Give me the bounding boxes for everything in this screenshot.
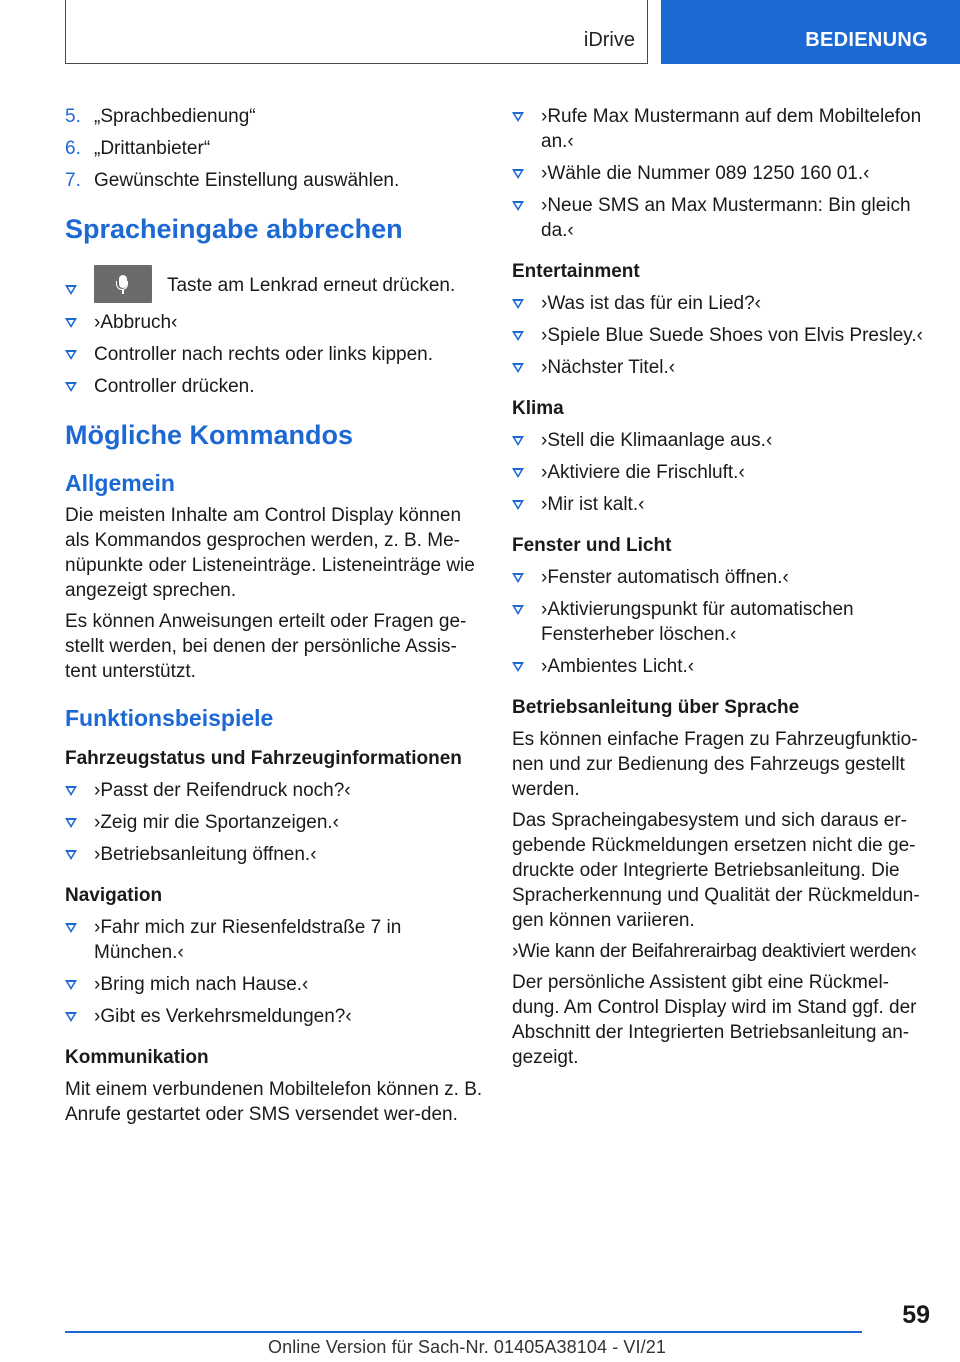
list-item xyxy=(512,597,932,647)
list-item xyxy=(65,972,485,997)
list-item-text: ›Was ist das für ein Lied?‹ xyxy=(541,293,761,314)
list-item xyxy=(65,310,485,335)
heading-general: Allgemein xyxy=(65,470,175,496)
triangle-bullet-icon xyxy=(65,1012,77,1022)
triangle-bullet-icon xyxy=(512,605,524,615)
triangle-bullet-icon xyxy=(512,201,524,211)
triangle-bullet-icon xyxy=(512,331,524,341)
header-chapter-title: BEDIENUNG xyxy=(805,29,928,51)
triangle-bullet-icon xyxy=(512,573,524,583)
step-text: „Drittanbieter“ xyxy=(94,138,211,159)
heading-cancel-voice-input: Spracheingabe abbrechen xyxy=(65,214,403,244)
list-item xyxy=(65,810,485,835)
list-item-text: ›Wähle die Nummer 089 1250 160 01.‹ xyxy=(541,163,870,184)
step-number: 7. xyxy=(65,170,81,191)
list-item xyxy=(512,654,932,679)
list-item xyxy=(512,193,932,243)
list-item-text: Taste am Lenkrad erneut drücken. xyxy=(166,275,456,296)
paragraph: ›Wie kann der Beifahrerairbag deaktiviert werden‹ xyxy=(512,941,917,962)
microphone-button-icon xyxy=(94,265,152,303)
list-item-text: ›Ambientes Licht.‹ xyxy=(541,656,695,677)
triangle-bullet-icon xyxy=(512,662,524,672)
numbered-step xyxy=(65,104,485,129)
list-item-text: ›Mir ist kalt.‹ xyxy=(541,494,645,515)
list-item xyxy=(65,374,485,399)
heading-navigation: Navigation xyxy=(65,885,163,906)
list-item xyxy=(512,291,932,316)
list-item-text: ›Aktiviere die Frischluft.‹ xyxy=(541,462,745,483)
list-item-text: ›Zeig mir die Sportanzeigen.‹ xyxy=(94,812,339,833)
heading-manual-by-voice: Betriebsanleitung über Sprache xyxy=(512,697,800,718)
triangle-bullet-icon xyxy=(512,468,524,478)
list-item xyxy=(512,428,932,453)
footer-online-version: Online Version für Sach-Nr. 01405A38104 - VI/21 xyxy=(268,1337,666,1357)
list-item-text: ›Fenster automatisch öffnen.‹ xyxy=(541,567,789,588)
step-number: 6. xyxy=(65,138,81,159)
footer-divider xyxy=(65,1331,862,1333)
list-item-text: Controller drücken. xyxy=(94,376,255,397)
list-item xyxy=(65,1004,485,1029)
heading-function-examples: Funktionsbeispiele xyxy=(65,705,274,731)
list-item-text: ›Gibt es Verkehrsmeldungen?‹ xyxy=(94,1006,352,1027)
triangle-bullet-icon xyxy=(512,436,524,446)
triangle-bullet-icon xyxy=(512,363,524,373)
triangle-bullet-icon xyxy=(65,850,77,860)
left-column xyxy=(65,104,485,1133)
list-item xyxy=(512,492,932,517)
list-item-text: ›Nächster Titel.‹ xyxy=(541,357,676,378)
triangle-bullet-icon xyxy=(65,980,77,990)
triangle-bullet-icon xyxy=(512,500,524,510)
step-text: „Sprachbedienung“ xyxy=(94,106,256,127)
list-item-text: ›Fahr mich zur Riesenfeldstraße 7 in München.‹ xyxy=(94,917,402,963)
triangle-bullet-icon xyxy=(65,318,77,328)
list-item-text: ›Rufe Max Mustermann auf dem Mobiltelefon an.‹ xyxy=(541,106,922,152)
heading-communication: Kommunikation xyxy=(65,1047,209,1068)
paragraph: Der persönliche Assistent gibt eine Rückmel-dung. Am Control Display wird im Stand ggf. der Abschnitt der Integrierten Betriebsanleitung an-gezeigt. xyxy=(512,972,917,1068)
triangle-bullet-icon xyxy=(65,382,77,392)
triangle-bullet-icon xyxy=(512,112,524,122)
heading-entertainment: Entertainment xyxy=(512,261,640,282)
header-section-box xyxy=(65,0,648,64)
list-item-text: ›Betriebsanleitung öffnen.‹ xyxy=(94,844,317,865)
triangle-bullet-icon xyxy=(512,169,524,179)
paragraph: Es können Anweisungen erteilt oder Fragen ge-stellt werden, bei denen der persönliche Assis-tent unterstützt. xyxy=(65,611,467,682)
list-item xyxy=(65,915,485,965)
page-number: 59 xyxy=(902,1301,930,1329)
triangle-bullet-icon xyxy=(65,350,77,360)
list-item xyxy=(65,778,485,803)
list-item xyxy=(512,565,932,590)
right-column xyxy=(512,104,932,1076)
list-item xyxy=(512,323,932,348)
list-item xyxy=(512,161,932,186)
list-item xyxy=(65,342,485,367)
triangle-bullet-icon xyxy=(65,818,77,828)
triangle-bullet-icon xyxy=(65,786,77,796)
paragraph: Mit einem verbundenen Mobiltelefon können z. B. Anrufe gestartet oder SMS versendet wer-den. xyxy=(65,1079,483,1125)
paragraph: Es können einfache Fragen zu Fahrzeugfunktio-nen und zur Bedienung des Fahrzeugs gestellt werden. xyxy=(512,729,918,800)
list-item xyxy=(65,265,485,303)
numbered-step xyxy=(65,136,485,161)
triangle-bullet-icon xyxy=(65,923,77,933)
list-item-text: ›Aktivierungspunkt für automatischen Fensterheber löschen.‹ xyxy=(541,599,854,645)
header-section-title: iDrive xyxy=(583,29,635,51)
list-item xyxy=(512,460,932,485)
numbered-step xyxy=(65,168,485,193)
list-item-text: ›Stell die Klimaanlage aus.‹ xyxy=(541,430,773,451)
list-item xyxy=(512,355,932,380)
list-item xyxy=(512,104,932,154)
triangle-bullet-icon xyxy=(65,285,77,295)
list-item xyxy=(65,842,485,867)
heading-vehicle-status: Fahrzeugstatus und Fahrzeuginformationen xyxy=(65,748,462,769)
list-item-text: ›Bring mich nach Hause.‹ xyxy=(94,974,309,995)
list-item-text: ›Neue SMS an Max Mustermann: Bin gleich da.‹ xyxy=(541,195,911,241)
list-item-text: ›Passt der Reifendruck noch?‹ xyxy=(94,780,351,801)
step-text: Gewünschte Einstellung auswählen. xyxy=(94,170,400,191)
heading-windows-and-lights: Fenster und Licht xyxy=(512,535,672,556)
paragraph: Das Spracheingabesystem und sich daraus er-gebende Rückmeldungen ersetzen nicht die ge-druckte oder Integrierte Betriebsanleitung. Die Spracherkennung und Qualität der Rückmeldun-gen können variieren. xyxy=(512,810,920,931)
triangle-bullet-icon xyxy=(512,299,524,309)
list-item-text: ›Spiele Blue Suede Shoes von Elvis Presley.‹ xyxy=(541,325,923,346)
list-item-text: Controller nach rechts oder links kippen. xyxy=(94,344,434,365)
header-chapter-tab xyxy=(661,0,960,64)
list-item-text: ›Abbruch‹ xyxy=(94,312,178,333)
heading-possible-commands: Mögliche Kommandos xyxy=(65,420,354,450)
paragraph: Die meisten Inhalte am Control Display können als Kommandos gesprochen werden, z. B. Me-nüpunkte oder Listeneinträge. Listeneinträge wie angezeigt sprechen. xyxy=(65,505,475,601)
heading-climate: Klima xyxy=(512,398,564,419)
step-number: 5. xyxy=(65,106,81,127)
